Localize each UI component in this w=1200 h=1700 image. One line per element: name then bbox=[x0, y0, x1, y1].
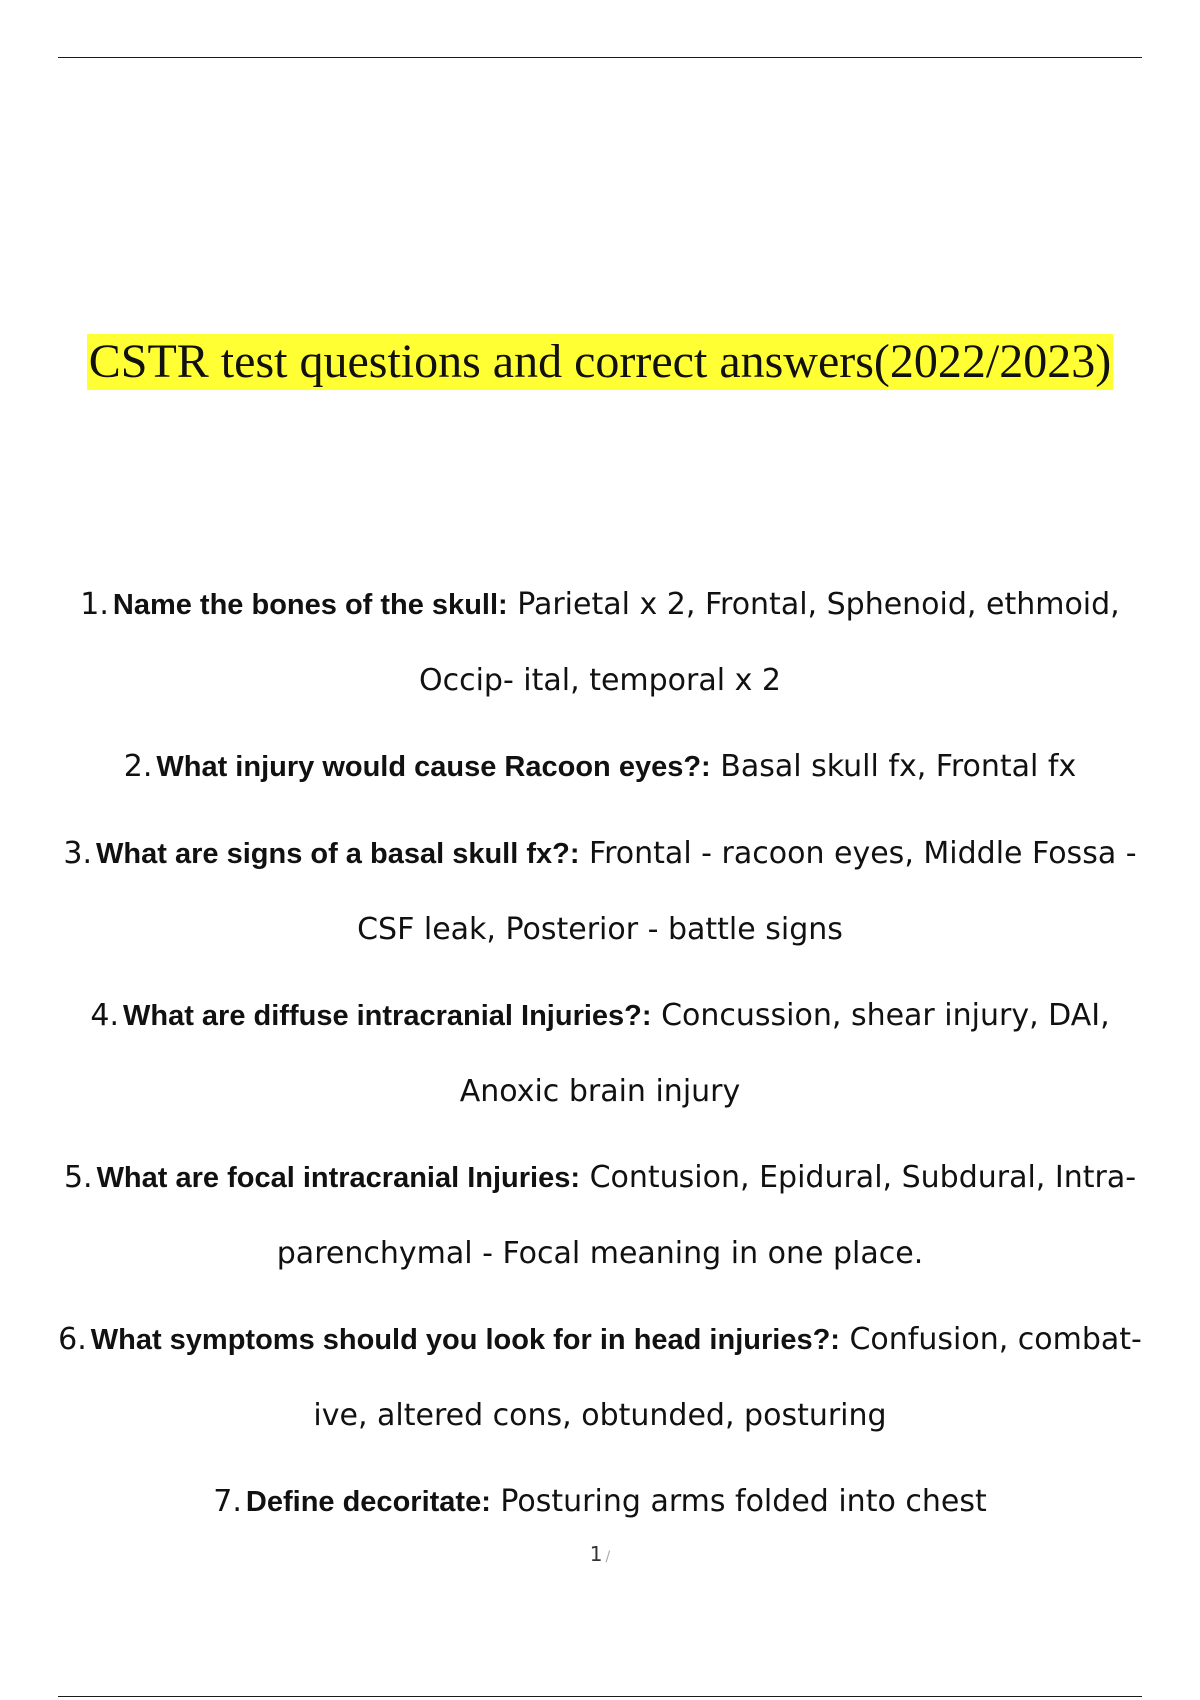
qa-answer: Contusion, Epidural, Subdural, Intra- parenchymal - Focal meaning in one place. bbox=[276, 1160, 1137, 1271]
qa-number: 2. bbox=[123, 749, 153, 784]
qa-question: What symptoms should you look for in head injuries?: bbox=[90, 1324, 840, 1356]
qa-number: 7. bbox=[213, 1484, 242, 1519]
page-number-value: 1 bbox=[589, 1542, 603, 1566]
document-title: CSTR test questions and correct answers(2022/2023) bbox=[88, 335, 1112, 388]
qa-number: 6. bbox=[58, 1322, 87, 1357]
qa-question: What are focal intracranial Injuries: bbox=[96, 1162, 581, 1194]
qa-answer: Frontal - racoon eyes, Middle Fossa - CSF leak, Posterior - battle signs bbox=[357, 836, 1137, 947]
page-number bbox=[0, 1542, 1200, 1566]
qa-item-6 bbox=[40, 1302, 1160, 1453]
qa-number: 1. bbox=[80, 587, 109, 622]
qa-item-4 bbox=[40, 978, 1160, 1129]
qa-question: What injury would cause Racoon eyes?: bbox=[156, 751, 711, 783]
qa-answer: Posturing arms folded into chest bbox=[490, 1484, 987, 1519]
qa-answer: Parietal x 2, Frontal, Sphenoid, ethmoid, Occip- ital, temporal x 2 bbox=[418, 587, 1120, 698]
qa-item-3 bbox=[40, 816, 1160, 967]
title-block bbox=[0, 334, 1200, 390]
qa-item-7 bbox=[40, 1464, 1160, 1540]
qa-question: Define decoritate: bbox=[245, 1486, 491, 1518]
qa-item-2 bbox=[40, 729, 1160, 805]
qa-item-1 bbox=[40, 567, 1160, 718]
qa-answer: Basal skull fx, Frontal fx bbox=[710, 749, 1077, 784]
qa-question: Name the bones of the skull: bbox=[112, 589, 508, 621]
qa-answer: Concussion, shear injury, DAI, Anoxic brain injury bbox=[459, 998, 1110, 1109]
qa-number: 5. bbox=[63, 1160, 93, 1195]
qa-number: 4. bbox=[90, 998, 119, 1033]
qa-item-5 bbox=[40, 1140, 1160, 1291]
bottom-rule bbox=[58, 1696, 1142, 1697]
qa-answer: Confusion, combat- ive, altered cons, obtunded, posturing bbox=[313, 1322, 1142, 1433]
top-rule bbox=[58, 57, 1142, 58]
qa-list bbox=[40, 567, 1160, 1551]
qa-question: What are signs of a basal skull fx?: bbox=[96, 838, 580, 870]
qa-question: What are diffuse intracranial Injuries?: bbox=[122, 1000, 652, 1032]
page-separator: / bbox=[605, 1549, 611, 1565]
qa-number: 3. bbox=[63, 836, 93, 871]
